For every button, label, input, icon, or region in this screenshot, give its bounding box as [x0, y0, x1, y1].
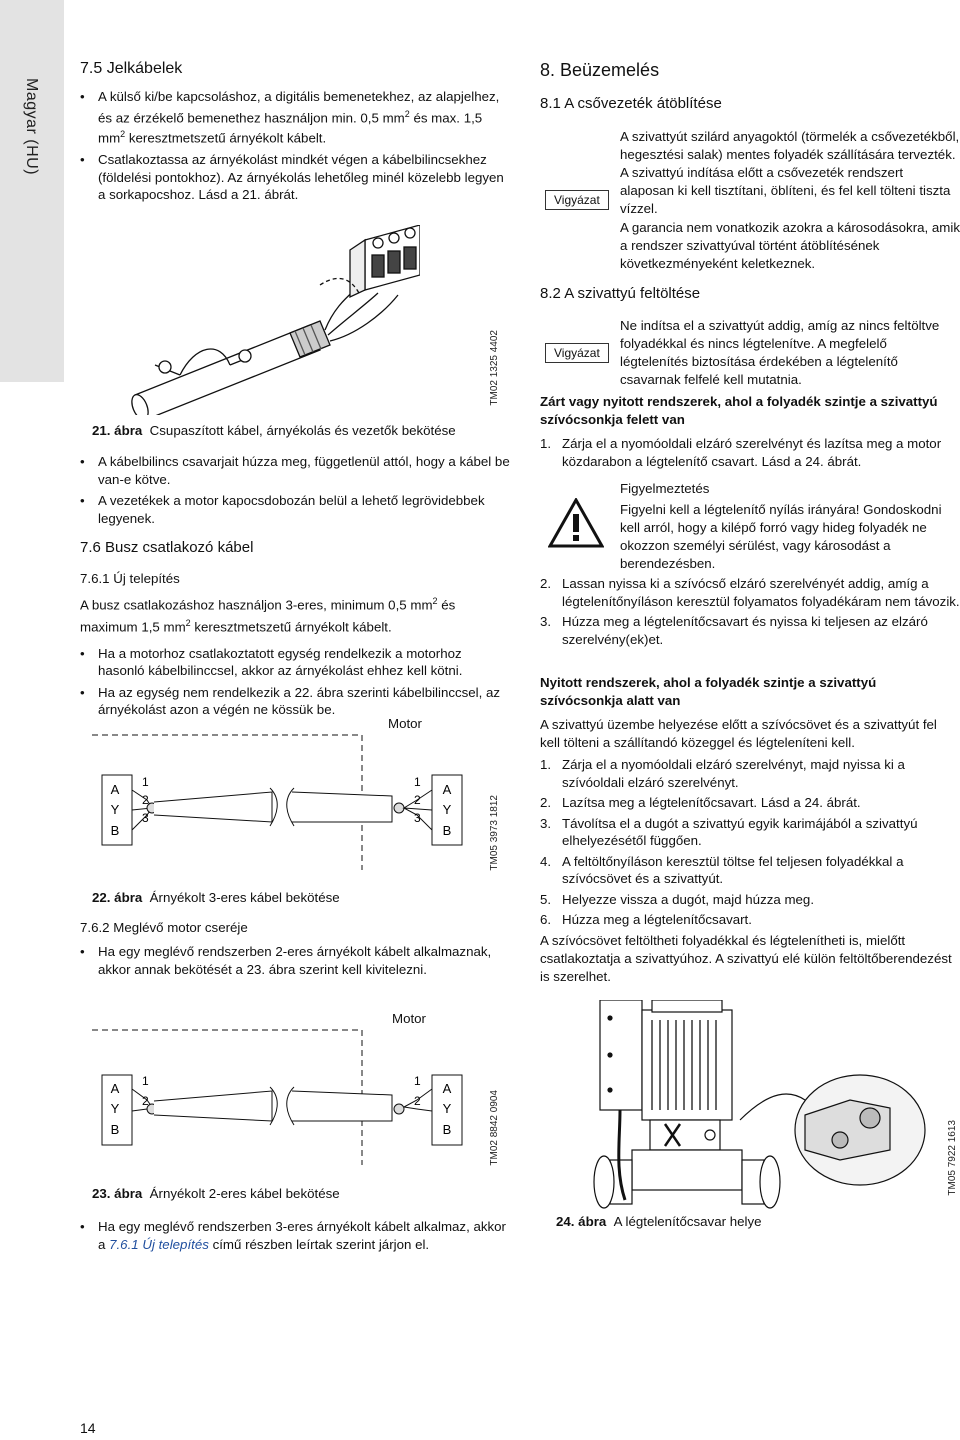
- section-7-5: [80, 60, 510, 208]
- figure-21-cable-drawing: [120, 225, 420, 415]
- figure-23-motor-label: Motor: [392, 1011, 426, 1026]
- open-step-6: 6. Húzza meg a légtelenítőcsavart.: [540, 912, 752, 927]
- section-8: [540, 60, 960, 112]
- section-7-5-title: 7.5 Jelkábelek: [80, 60, 183, 77]
- section-8-1-title: 8.1 A csővezeték átöblítése: [540, 95, 722, 112]
- final-paragraph: A szívócsövet feltöltheti folyadékkal és légtelenítheti is, mielőtt csatlakoztatja a szivattyúhoz. A szivattyú elé külön feltöltőberendezést is szerelhet.: [540, 932, 952, 984]
- fig23-right-digit-1: 1: [414, 1074, 421, 1088]
- section-7-6-1-paragraph: A busz csatlakozáshoz használjon 3-eres, minimum 0,5 $mm^2$ és maximum 1,5 $mm^2$ keresztmetszetű árnyékolt kábelt.: [80, 596, 456, 635]
- warning-triangle-icon: [548, 498, 604, 548]
- figure-21-code: TM02 1325 4402: [489, 330, 500, 406]
- last-bullet-block: [80, 1218, 510, 1257]
- fig22-left-digit-1: 1: [142, 775, 149, 789]
- open-step-2: 2. Lazítsa meg a légtelenítőcsavart. Lásd a 24. ábrát.: [540, 795, 861, 810]
- open-systems-title: Nyitott rendszerek, ahol a folyadék szintje a szivattyú szívócsonkja alatt van: [540, 675, 877, 708]
- section-7-6-1-title: 7.6.1 Új telepítés: [80, 571, 180, 586]
- closed-step-1: 1. Zárja el a nyomóoldali elzáró szerelvényt és lazítsa meg a motor közdarabon a légtelenítő csavart. Lásd a 24. ábrát.: [540, 436, 942, 469]
- section-7-6-title: 7.6 Busz csatlakozó kábel: [80, 539, 254, 556]
- figure-22-code: TM05 3973 1812: [489, 795, 500, 871]
- fig22-left-letter-y: Y: [110, 802, 120, 817]
- figure-22-motor-label: Motor: [388, 716, 422, 731]
- caution-badge-2: Vigyázat: [545, 343, 609, 363]
- warning-label: Figyelmeztetés: [620, 481, 710, 496]
- bullet-7-5-2: • Csatlakoztassa az árnyékolást mindkét végen a kábelbilincsekhez (földelési pontokhoz). Az árnyékolás lehetőleg minél közelebb legyen a sorkapocshoz. Lásd a 21. ábrát.: [80, 151, 510, 204]
- link-7-6-1[interactable]: 7.6.1 Új telepítés: [109, 1236, 209, 1252]
- section-7-6-2-title: 7.6.2 Meglévő motor cseréje: [80, 920, 248, 935]
- fig23-right-digit-2: 2: [414, 1094, 421, 1108]
- bullet-motor-clamp: • Ha a motorhoz csatlakoztatott egység rendelkezik a motorhoz hasonló kábelbilinccsel, akkor az árnyékolást ehhez kell kötni.: [80, 645, 510, 680]
- figure-21-caption: 21. ábra Csupaszított kábel, árnyékolás és vezetők bekötése: [92, 423, 456, 438]
- paragraph-8-1-warranty: A garancia nem vonatkozik azokra a károsodásokra, amik a rendszer szivattyúval történt átöblítésének következményeként keletkeznek.: [620, 220, 960, 271]
- figure-24-pump-drawing: [590, 1000, 930, 1210]
- language-tab-label: Magyar (HU): [23, 78, 40, 176]
- fig22-left-digit-2: 2: [142, 793, 149, 807]
- fig22-right-digit-2: 2: [414, 793, 421, 807]
- fig23-left-letter-a: A: [110, 1081, 120, 1096]
- caution-text-8-2: Ne indítsa el a szivattyút addig, amíg az nincs feltöltve folyadékkal és nincs légtelenítve. A megfelelő légtelenítés biztosítása érdekében a légtelenítő csavarnak felfelé kell mutatnia.: [620, 318, 940, 387]
- figure-23-caption: 23. ábra Árnyékolt 2-eres kábel bekötése: [92, 1186, 340, 1201]
- fig23-right-letter-y: Y: [442, 1101, 452, 1116]
- section-8-2-title: 8.2 A szivattyú feltöltése: [540, 285, 701, 302]
- closed-step-2: 2. Lassan nyissa ki a szívócső elzáró szerelvényét addig, amíg a légtelenítőnyíláson keresztül folyamatos folyadékáram nem távozik.: [540, 576, 960, 609]
- closed-steps-cont: [540, 575, 960, 651]
- section-7-6-2: [80, 920, 510, 982]
- open-step-3: 3. Távolítsa el a dugót a szivattyú egyik karimájából a szivattyú elhelyezésétől függően.: [540, 815, 918, 848]
- fig23-left-letter-y: Y: [110, 1101, 120, 1116]
- bullet-no-clamp: • Ha az egység nem rendelkezik a 22. ábra szerinti kábelbilinccsel, az árnyékolást azon a végén ne kössük be.: [80, 684, 510, 719]
- open-systems: [540, 674, 960, 986]
- fig22-right-letter-a: A: [442, 782, 452, 797]
- fig22-left-letter-a: A: [110, 782, 120, 797]
- closed-systems-title: Zárt vagy nyitott rendszerek, ahol a folyadék szintje a szivattyú szívócsonkja felett van: [540, 394, 938, 427]
- fig22-left-digit-3: 3: [142, 811, 149, 825]
- figure-24-code: TM05 7922 1613: [947, 1120, 958, 1196]
- warning-text: Figyelni kell a légtelenítő nyílás irányára! Gondoskodni kell arról, hogy a kilépő forró vagy hideg folyadék ne okozzon személyi sérülést, vagy károsodást a berendezésben.: [620, 502, 942, 571]
- fig23-left-digit-1: 1: [142, 1074, 149, 1088]
- bullet-clamp-screws: • A kábelbilincs csavarjait húzza meg, függetlenül attól, hogy a kábel be van-e kötve.: [80, 453, 510, 488]
- language-tab: [0, 0, 64, 382]
- open-systems-paragraph: A szivattyú üzembe helyezése előtt a szívócsövet és a szivattyút fel kell tölteni a szállítandó közeggel és légteleníteni kell.: [540, 717, 937, 750]
- fig22-right-letter-b: B: [442, 823, 452, 838]
- figure-23-code: TM02 8842 0904: [489, 1090, 500, 1166]
- bullet-7-5-1: • A külső ki/be kapcsoláshoz, a digitális bemenetekhez, az alapjelhez, és az érzékelő bemenethez használjon min. 0,5 $mm^2$ és max. 1,5 $mm^2$ keresztmetszetű árnyékolt kábelt.: [80, 88, 510, 147]
- figure-23-wiring: [92, 1025, 472, 1175]
- figure-22-wiring: [92, 730, 472, 880]
- bullet-existing-2wire: • Ha egy meglévő rendszerben 2-eres árnyékolt kábelt alkalmaznak, akkor annak bekötését a 23. ábra szerint kell kivitelezni.: [80, 943, 510, 978]
- bullet-existing-3wire: • Ha egy meglévő rendszerben 3-eres árnyékolt kábelt alkalmaz, akkor a 7.6.1 Új telepítés című részben leírtak szerint járjon el.: [80, 1218, 510, 1253]
- fig22-left-letter-b: B: [110, 823, 120, 838]
- figure-22-caption: 22. ábra Árnyékolt 3-eres kábel bekötése: [92, 890, 340, 905]
- fig22-right-letter-y: Y: [442, 802, 452, 817]
- open-step-1: 1. Zárja el a nyomóoldali elzáró szerelvényt, majd nyissa ki a szívóoldali elzáró szerelvényt.: [540, 757, 905, 790]
- closed-step-3: 3. Húzza meg a légtelenítőcsavart és nyissa ki teljesen az elzáró szerelvény(ek)et.: [540, 614, 928, 647]
- section-7-6: [80, 539, 510, 723]
- section-8-2: [540, 285, 960, 302]
- closed-systems: [540, 393, 960, 473]
- caution-text-8-1: A szivattyút szilárd anyagoktól (törmelék a csővezetékből, hegesztési salak) mentes folyadék szállítására tervezték. A szivattyú indítása előtt a csővezeték rendszert alaposan ki kell tisztítani, öblíteni, és fel kell tölteni tiszta vízzel.: [620, 129, 960, 216]
- fig23-right-letter-a: A: [442, 1081, 452, 1096]
- fig23-left-digit-2: 2: [142, 1094, 149, 1108]
- fig23-left-letter-b: B: [110, 1122, 120, 1137]
- figure-24-caption: 24. ábra A légtelenítőcsavar helye: [556, 1214, 762, 1229]
- open-step-5: 5. Helyezze vissza a dugót, majd húzza meg.: [540, 891, 815, 907]
- page-number: 14: [80, 1420, 96, 1436]
- open-step-4: 4. A feltöltőnyíláson keresztül töltse fel teljesen folyadékkal a szívócsövet és a szivattyút.: [540, 853, 904, 886]
- fig22-right-digit-1: 1: [414, 775, 421, 789]
- after-figure-21: [80, 453, 510, 531]
- section-8-title: 8. Beüzemelés: [540, 60, 660, 80]
- bullet-short-wires: • A vezetékek a motor kapocsdobozán belül a lehető legrövidebbek legyenek.: [80, 492, 510, 527]
- fig22-right-digit-3: 3: [414, 811, 421, 825]
- caution-badge-1: Vigyázat: [545, 190, 609, 210]
- fig23-right-letter-b: B: [442, 1122, 452, 1137]
